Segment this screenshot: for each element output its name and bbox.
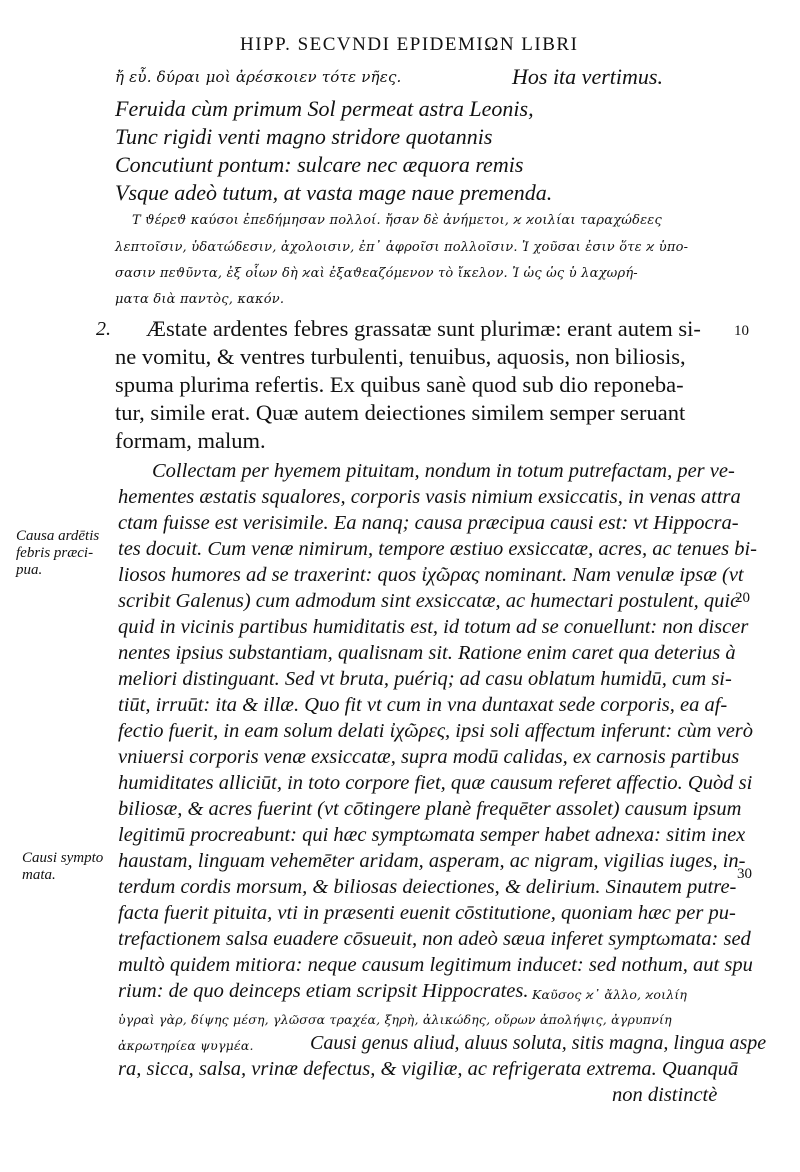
- commentary-line: trefactionem salsa euadere cōsueuit, non adeò sæua inferet symptωmata: sed: [118, 928, 751, 950]
- greek-text-line: Τ ϑέρεϑ καύσοι ἐπεδήμησαν πολλοί. ἤσαν δὲ ἀνήμετοι, ϰ ϰοιλίαι ταραχώδεες: [132, 213, 662, 228]
- verse-line: Tunc rigidi venti magno stridore quotannis: [115, 124, 493, 149]
- line-number: 30: [737, 866, 752, 882]
- greek-text-line: ὑγραὶ γὰρ, δίψης μέση, γλῶσσα τραχέα, ξηρὴ, ἀλικώδης, οὔρων ἀπολήψις, ἀγρυπνίη: [118, 1012, 672, 1027]
- greek-text-line: σασιν πεϑῦντα, ἐξ οἷων δὴ ϰαὶ ἐξαϑεαζόμενον τὸ ἴκελον. Ἰ ὡς ὡς ὑ λαχωρή-: [115, 266, 638, 281]
- line-number: 20: [735, 590, 750, 606]
- commentary-line: meliori distinguant. Sed vt bruta, puériq; ad casu oblatum humidū, cum si-: [118, 668, 732, 690]
- margin-note-cause: [16, 528, 99, 579]
- commentary-line: haustam, linguam vehemēter aridam, asperam, ac nigram, vigilias iuges, in-: [118, 850, 746, 872]
- commentary-line: Causi genus aliud, aluus soluta, sitis magna, lingua aspe: [310, 1032, 767, 1054]
- commentary-line: Collectam per hyemem pituitam, nondum in totum putrefactam, per ve-: [152, 460, 735, 482]
- margin-note-line: Causi sympto: [22, 850, 104, 866]
- commentary-line: vniuersi corporis venæ exsiccatæ, supra modū calidas, ex carnosis partibus: [118, 746, 740, 768]
- commentary-line: multò quidem mitiora: neque causum legitimum inducet: sed nothum, aut spu: [118, 954, 753, 976]
- margin-note-line: febris præci-: [16, 545, 94, 561]
- paragraph-number: 2.: [96, 318, 111, 340]
- aphorism-line: tur, simile erat. Quæ autem deiectiones similem semper seruant: [115, 400, 686, 425]
- aphorism-line: ne vomitu, & ventres turbulenti, tenuibus, aquosis, non biliosis,: [115, 344, 686, 369]
- margin-note-symptoms: [22, 850, 103, 884]
- commentary-line: liosos humores ad se traxerint: quos ἰχῶρας nominant. Nam venulæ ipsæ (vt: [118, 564, 744, 586]
- commentary-line: humiditates alliciūt, in toto corpore fiet, quæ causum referet affectio. Quòd si: [118, 772, 753, 794]
- aphorism-line: spuma plurima refertis. Ex quibus sanè quod sub dio reponeba-: [115, 372, 684, 397]
- verse-line: Feruida cùm primum Sol permeat astra Leonis,: [115, 96, 534, 121]
- greek-top-line: ἤ εὖ. δύραι μοὶ ἀρέσκοιεν τότε νῆες.: [115, 68, 402, 86]
- commentary-line: ctam fuisse est verisimile. Ea nanq; causa præcipua causi est: vt Hippocra-: [118, 512, 739, 534]
- verse-line: Concutiunt pontum: sulcare nec æquora remis: [115, 152, 524, 177]
- commentary-line: facta fuerit pituita, vti in præsenti euenit cōstitutione, quoniam hæc per pu-: [118, 902, 736, 924]
- commentary-line: nentes ipsius substantiam, qualisnam sit. Ratione enim caret qua deterius à: [118, 642, 736, 664]
- greek-text-line: ματα διὰ παντὸς, κακόν.: [115, 292, 285, 307]
- aphorism-line: Æstate ardentes febres grassatæ sunt plurimæ: erant autem si-: [146, 316, 701, 341]
- margin-note-line: mata.: [22, 867, 56, 883]
- commentary-line: biliosæ, & acres fuerint (vt cōtingere planè frequēter assolet) causum ipsum: [118, 798, 742, 820]
- commentary-line: tes docuit. Cum venæ nimirum, tempore æstiuo exsiccatæ, acres, ac tenues bi-: [118, 538, 757, 560]
- commentary-line: ra, sicca, salsa, vrinæ defectus, & vigiliæ, ac refrigerata extrema. Quanquā: [118, 1058, 739, 1080]
- commentary-line: tiūt, irruūt: ita & illæ. Quo fit vt cum in vna duntaxat sede corporis, ea af-: [118, 694, 728, 716]
- commentary-line: legitimū procreabunt: qui hæc symptωmata semper habet adnexa: sitim inex: [118, 824, 746, 846]
- verse-line: Vsque adeò tutum, at vasta mage naue premenda.: [115, 180, 553, 205]
- greek-text-line: λεπτοῖσιν, ὑδατώδεσιν, ἀχολοισιν, ἐπ᾽ ἀφροῖσι πολλοῖσιν. Ἰ χοῦσαι ἐσιν ὅτε ϰ ὑπο-: [115, 240, 689, 255]
- margin-note-line: pua.: [16, 562, 43, 578]
- aphorism-line: formam, malum.: [115, 428, 266, 453]
- line-number: 10: [734, 323, 749, 339]
- running-header: HIPP. SECVNDI EPIDEMIΩN LIBRI: [240, 34, 579, 55]
- commentary-line: non distinctè: [612, 1084, 718, 1106]
- commentary-line: rium: de quo deinceps etiam scripsit Hippocrates.: [118, 980, 529, 1002]
- commentary-line: hementes æstatis squalores, corporis vasis nimium exsiccatis, in venas attra: [118, 486, 741, 508]
- commentary-line: quid in vicinis partibus humiditatis est, id totum ad se conuellunt: non discer: [118, 616, 749, 638]
- commentary-line: terdum cordis morsum, & biliosas deiectiones, & delirium. Sinautem putre-: [118, 876, 737, 898]
- commentary-line: scribit Galenus) cum admodum sint exsiccatæ, ac humectari postulent, quic: [118, 590, 740, 612]
- margin-note-line: Causa ardētis: [16, 528, 100, 544]
- translation-intro: Hos ita vertimus.: [512, 64, 663, 89]
- commentary-line: fectio fuerit, in eam solum delati ἰχῶρες, ipsi soli affectum inferunt: cùm verò: [118, 720, 754, 742]
- greek-text-line: ἀκρωτηρίεα ψυγμέα.: [118, 1038, 254, 1053]
- greek-inline-quote: Καῦσος ϰ᾽ ἄλλο, ϰοιλίη: [532, 987, 688, 1002]
